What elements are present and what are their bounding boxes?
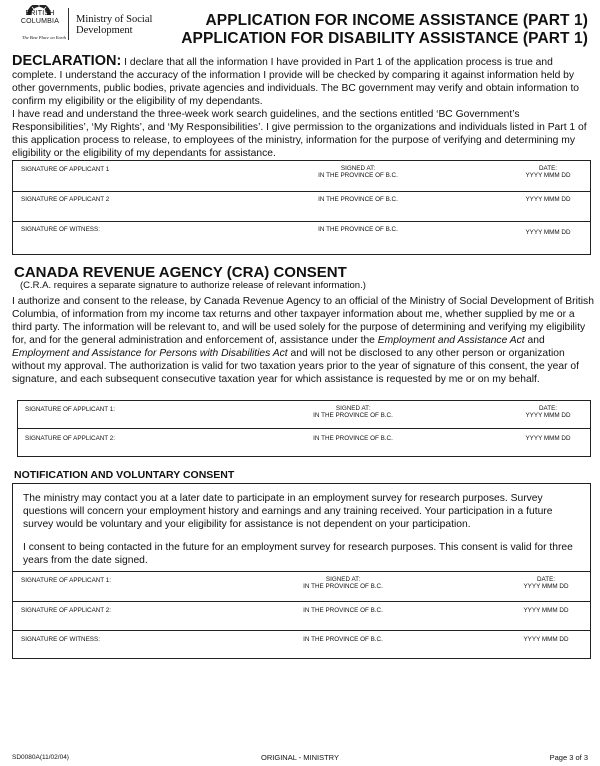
ministry-name: Ministry of Social Development (76, 14, 153, 36)
notification-signatures (13, 571, 590, 659)
date-format: YYYY MMM DD (525, 229, 571, 236)
province-label: IN THE PROVINCE OF B.C. (303, 583, 383, 590)
declaration-text-1: I declare that all the information I have provided in Part 1 of the application process is true and complete. I understand the accuracy of the information I provide will be checked by comparing it against information held by other governments, public bodies, private agencies and individuals. The BC government may verify and obtain information to confirm my eligibility or the eligibility of my dependants. (12, 57, 580, 107)
logo-tagline: The Best Place on Earth (22, 35, 66, 40)
signature-row[interactable] (13, 221, 590, 255)
signed-at-label: SIGNED AT: (340, 165, 376, 172)
declaration-heading: DECLARATION: (12, 53, 122, 69)
signature-label: SIGNATURE OF WITNESS: (21, 226, 100, 233)
date-format: YYYY MMM DD (523, 583, 569, 590)
cra-signature-box (17, 400, 591, 457)
province-label: IN THE PROVINCE OF B.C. (318, 172, 398, 179)
province-label: IN THE PROVINCE OF B.C. (303, 636, 383, 643)
signature-row[interactable] (18, 428, 590, 457)
notification-box (12, 483, 591, 659)
logo-text: BRITISH COLUMBIA (20, 10, 60, 25)
date-format: YYYY MMM DD (523, 636, 569, 643)
act-name: Employment and Assistance Act (377, 335, 525, 346)
date-format: YYYY MMM DD (525, 196, 571, 203)
form-title-line-2: APPLICATION FOR DISABILITY ASSISTANCE (PART 1) (181, 30, 588, 47)
copy-designation: ORIGINAL - MINISTRY (261, 753, 339, 762)
date-format: YYYY MMM DD (525, 412, 571, 419)
signed-at-label: SIGNED AT: (325, 576, 361, 583)
signature-row[interactable] (13, 191, 590, 222)
signature-label: SIGNATURE OF APPLICANT 2: (21, 607, 112, 614)
signature-label: SIGNATURE OF WITNESS: (21, 636, 100, 643)
province-label: IN THE PROVINCE OF B.C. (303, 607, 383, 614)
declaration-text-2: I have read and understand the three-week work search guidelines, and the sections entitled ‘BC Government’s Responsibilities’, ‘My Rights’, and ‘My Responsibilities’. I give permission to the organizations and individuals listed in Part 1 of this application process to release, to employees of the ministry, information for the purpose of verifying and determining my eligibility or the eligibility of my dependants for assistance. (12, 109, 587, 159)
province-label: IN THE PROVINCE OF B.C. (313, 412, 393, 419)
signature-label: SIGNATURE OF APPLICANT 1: (25, 406, 116, 413)
notification-text-1: The ministry may contact you at a later date to participate in an employment survey for research purposes. Survey questions will concern your employment history and earnings and any training received. Your participation in a future survey would be voluntary and your eligibility for assistance is not dependent on your participation. (23, 493, 553, 530)
notification-title: NOTIFICATION AND VOLUNTARY CONSENT (14, 469, 235, 481)
signature-label: SIGNATURE OF APPLICANT 1 (21, 166, 110, 173)
cra-consent-text: I authorize and consent to the release, by Canada Revenue Agency to an official of the Ministry of Social Development of British Columbia, of information from my income tax returns and other taxpayer information about me, whether supplied by me or a third party. The information will be relevant to, and will be used solely for the purpose of determining and verifying my eligibility for, and for the general administration and enforcement of, assistance under the Employment and Assistance Act and Employment and Assistance for Persons with Disabilities Act and will not be disclosed to any other person or organization without my approval. The authorization is valid for two taxation years prior to the year of signature of this consent, the year of signature, and each subsequent consecutive taxation year for which assistance is requested by me or on my behalf. (12, 296, 594, 385)
signed-at-label: SIGNED AT: (335, 405, 371, 412)
logo-divider (68, 8, 69, 40)
province-label: IN THE PROVINCE OF B.C. (318, 196, 398, 203)
form-number: SD0080A(11/02/04) (12, 754, 69, 761)
declaration-signature-box (12, 160, 591, 255)
signature-label: SIGNATURE OF APPLICANT 2 (21, 196, 110, 203)
province-label: IN THE PROVINCE OF B.C. (318, 226, 398, 233)
signature-row[interactable] (18, 401, 590, 428)
signature-row[interactable] (13, 161, 590, 191)
signature-row[interactable] (13, 601, 590, 631)
date-label: DATE: (538, 165, 558, 172)
date-format: YYYY MMM DD (525, 172, 571, 179)
cra-note: (C.R.A. requires a separate signature to authorize release of relevant information.) (20, 280, 366, 291)
cra-consent-title: CANADA REVENUE AGENCY (CRA) CONSENT (14, 264, 347, 281)
signature-label: SIGNATURE OF APPLICANT 2: (25, 435, 116, 442)
date-label: DATE: (538, 405, 558, 412)
notification-text-2: I consent to being contacted in the future for an employment survey for research purposes. This consent is valid for three years from the date signed. (23, 542, 573, 566)
declaration-section (12, 55, 594, 160)
date-format: YYYY MMM DD (525, 435, 571, 442)
signature-row[interactable] (13, 572, 590, 601)
province-label: IN THE PROVINCE OF B.C. (313, 435, 393, 442)
signature-row[interactable] (13, 630, 590, 660)
date-format: YYYY MMM DD (523, 607, 569, 614)
signature-label: SIGNATURE OF APPLICANT 1: (21, 577, 112, 584)
act-name: Employment and Assistance for Persons with Disabilities Act (12, 348, 288, 359)
date-label: DATE: (536, 576, 556, 583)
form-title-line-1: APPLICATION FOR INCOME ASSISTANCE (PART 1) (205, 12, 588, 29)
page-number: Page 3 of 3 (549, 753, 588, 762)
